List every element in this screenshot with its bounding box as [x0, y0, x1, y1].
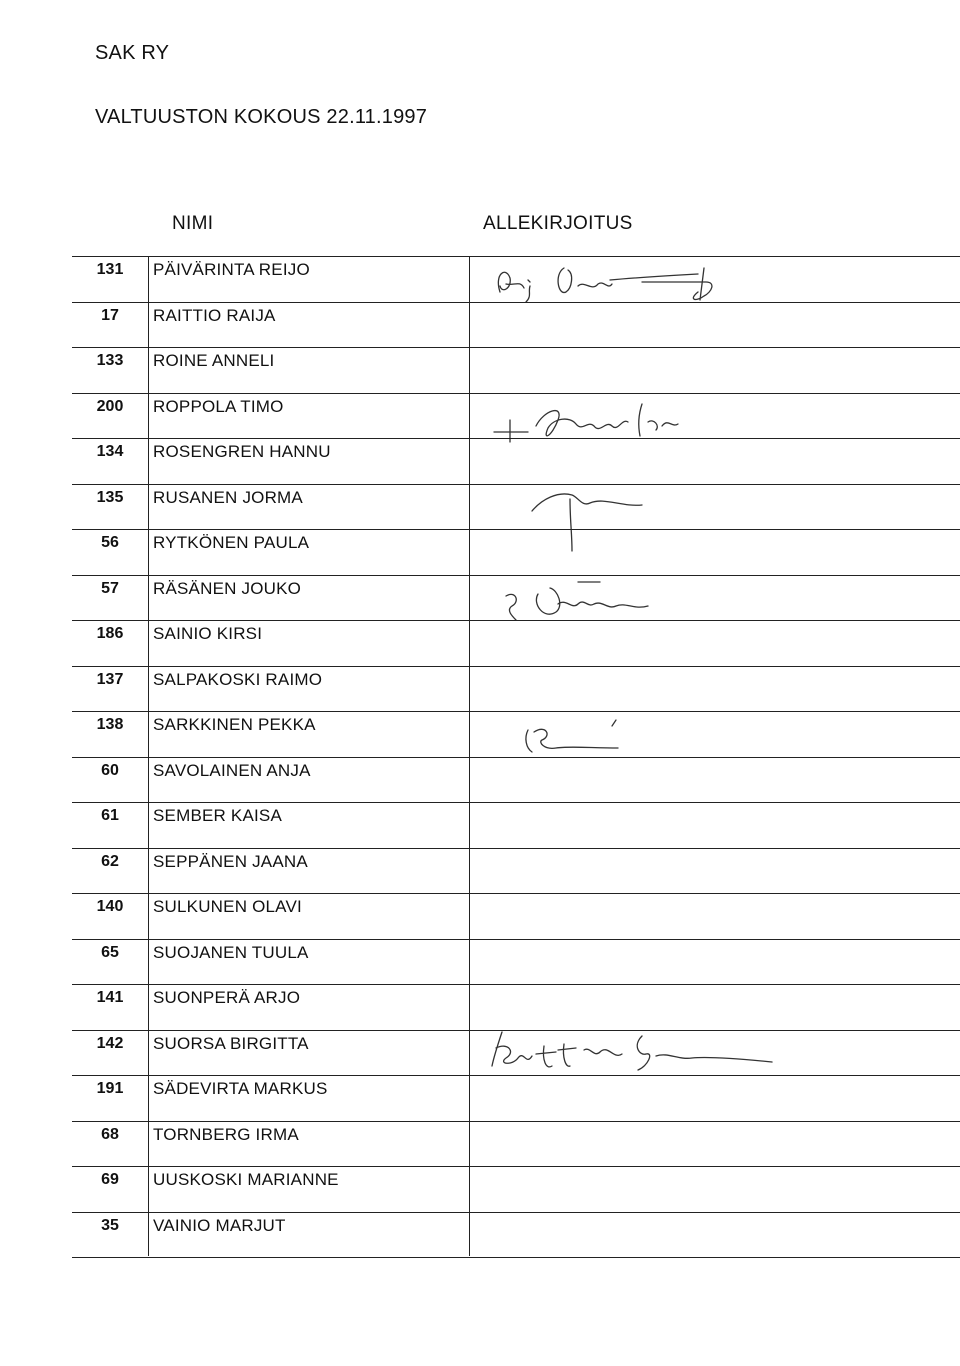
member-number: 69: [101, 1171, 119, 1188]
table-row: [72, 529, 960, 575]
table-row: [72, 393, 960, 439]
member-number: 131: [96, 261, 124, 278]
member-number: 134: [96, 443, 124, 460]
member-name: RÄSÄNEN JOUKO: [153, 578, 302, 598]
table-row: [72, 893, 960, 939]
organization-name: SAK RY: [95, 42, 170, 64]
member-name: SUORSA BIRGITTA: [153, 1033, 309, 1053]
member-number: 61: [101, 807, 119, 824]
member-name: RUSANEN JORMA: [153, 487, 303, 507]
table-row: [72, 757, 960, 803]
member-number: 60: [101, 761, 119, 779]
member-number: 35: [101, 1216, 119, 1234]
table-row: [72, 256, 960, 302]
member-name: SULKUNEN OLAVI: [153, 897, 302, 916]
table-row: [72, 802, 960, 848]
table-row: [72, 984, 960, 1030]
table-row: [72, 848, 960, 894]
table-row: [72, 1212, 960, 1258]
table-row: [72, 438, 960, 484]
member-name: SUONPERÄ ARJO: [153, 988, 301, 1007]
table-row: [72, 1121, 960, 1167]
table-row: [72, 1075, 960, 1121]
member-number: 133: [96, 352, 124, 369]
member-name: ROINE ANNELI: [153, 351, 275, 370]
member-number: 140: [96, 898, 124, 915]
table-row: [72, 620, 960, 666]
table-row: [72, 347, 960, 393]
table-row: [72, 302, 960, 348]
member-name: SEPPÄNEN JAANA: [153, 851, 308, 871]
member-name: VAINIO MARJUT: [153, 1215, 286, 1235]
column-header-name: NIMI: [172, 213, 214, 234]
member-number: 62: [101, 852, 119, 870]
member-name: SEMBER KAISA: [153, 806, 282, 825]
table-row: [72, 575, 960, 621]
member-number: 65: [101, 943, 119, 961]
member-name: SARKKINEN PEKKA: [153, 715, 316, 734]
member-name: SÄDEVIRTA MARKUS: [153, 1079, 328, 1098]
member-number: 68: [101, 1125, 119, 1143]
member-number: 141: [96, 989, 124, 1006]
table-row: [72, 666, 960, 712]
member-number: 17: [101, 306, 119, 324]
member-number: 191: [96, 1080, 124, 1097]
meeting-title: VALTUUSTON KOKOUS 22.11.1997: [95, 106, 428, 128]
member-number: 186: [96, 625, 124, 642]
member-name: PÄIVÄRINTA REIJO: [153, 260, 310, 279]
member-name: SUOJANEN TUULA: [153, 942, 309, 962]
member-number: 135: [96, 488, 124, 506]
table-row: [72, 939, 960, 985]
member-name: TORNBERG IRMA: [153, 1124, 299, 1144]
attendance-table: [72, 256, 960, 1256]
row-divider: [72, 1257, 960, 1258]
member-name: RYTKÖNEN PAULA: [153, 533, 310, 552]
table-row: [72, 711, 960, 757]
table-row: [72, 484, 960, 530]
member-name: SALPAKOSKI RAIMO: [153, 669, 323, 689]
member-name: SAINIO KIRSI: [153, 624, 263, 643]
member-name: RAITTIO RAIJA: [153, 305, 276, 325]
table-row: [72, 1166, 960, 1212]
member-number: 142: [96, 1034, 124, 1052]
column-header-signature: ALLEKIRJOITUS: [483, 213, 633, 234]
member-number: 137: [96, 670, 124, 688]
table-row: [72, 1030, 960, 1076]
member-number: 56: [101, 534, 119, 551]
member-number: 138: [96, 716, 124, 733]
member-number: 200: [96, 397, 124, 415]
member-name: SAVOLAINEN ANJA: [153, 760, 311, 780]
member-name: ROSENGREN HANNU: [153, 442, 331, 461]
member-name: ROPPOLA TIMO: [153, 396, 284, 416]
member-name: UUSKOSKI MARIANNE: [153, 1170, 339, 1189]
member-number: 57: [101, 579, 119, 597]
